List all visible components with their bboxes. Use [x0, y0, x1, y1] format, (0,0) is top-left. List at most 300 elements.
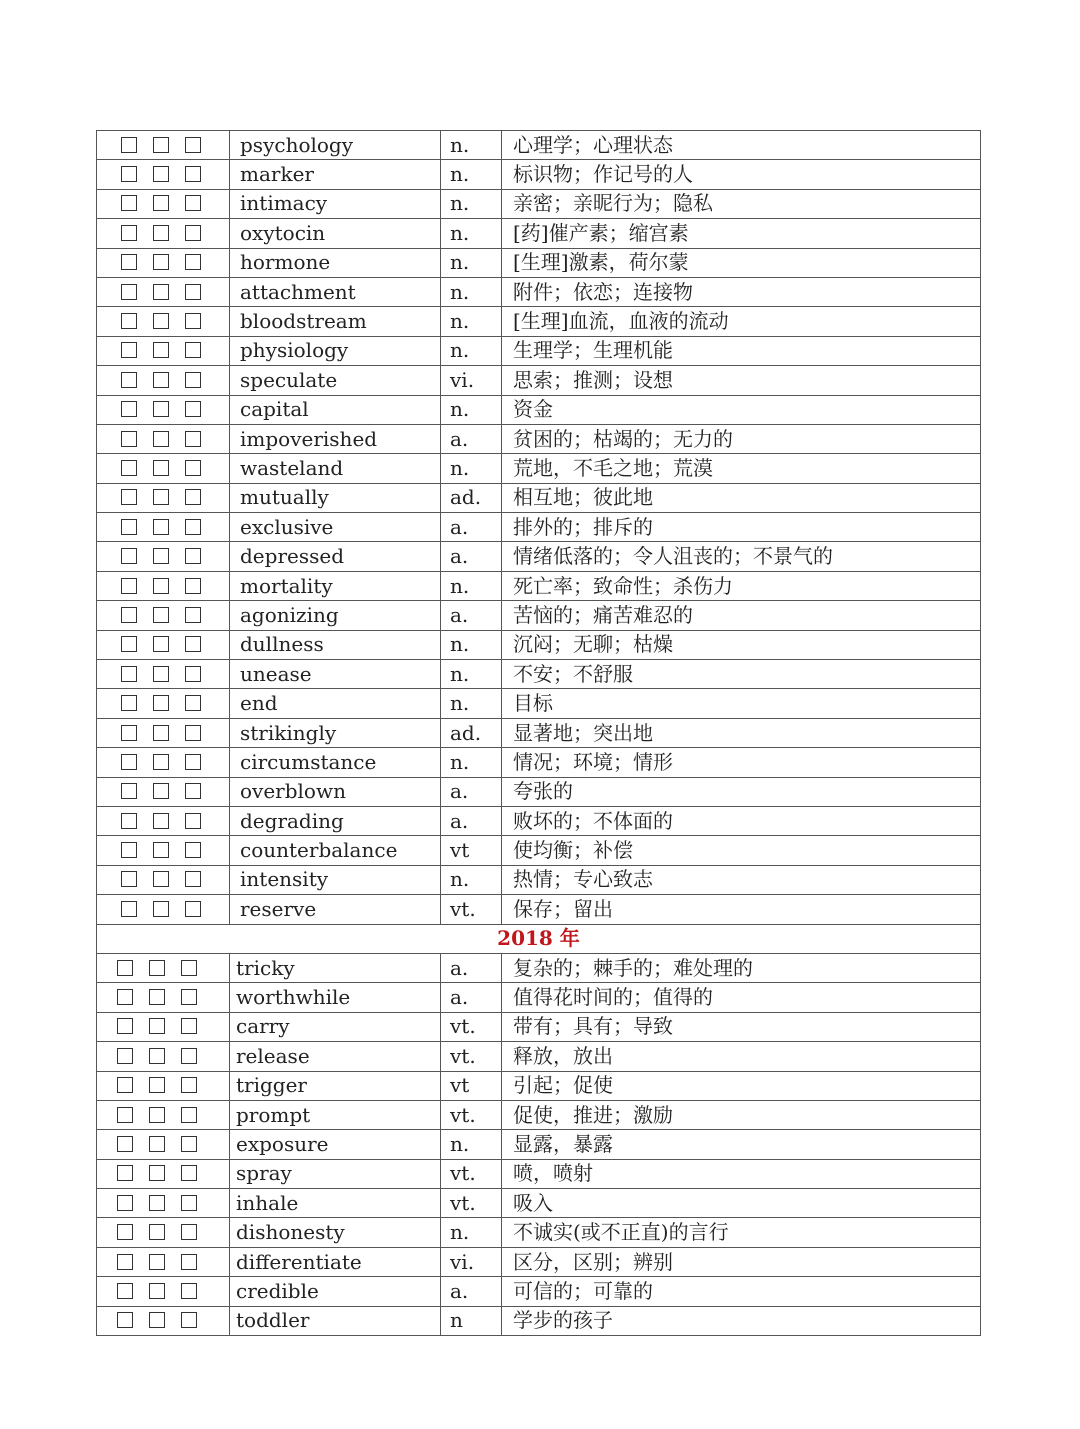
- review-checkboxes: [97, 865, 230, 894]
- meaning-cell: 附件；依恋；连接物: [502, 277, 981, 306]
- word-cell: intimacy: [230, 189, 441, 218]
- meaning-cell: 释放，放出: [502, 1042, 981, 1071]
- table-row: [97, 366, 981, 395]
- part-of-speech-cell: a.: [441, 513, 502, 542]
- review-checkbox[interactable]: [117, 1048, 133, 1064]
- meaning-cell: 思索；推测；设想: [502, 366, 981, 395]
- meaning-cell: 苦恼的；痛苦难忍的: [502, 601, 981, 630]
- meaning-cell: 学步的孩子: [502, 1306, 981, 1335]
- review-checkbox[interactable]: [153, 548, 169, 564]
- review-checkbox[interactable]: [185, 636, 201, 652]
- table-row: [97, 483, 981, 512]
- review-checkbox[interactable]: [149, 960, 165, 976]
- review-checkbox[interactable]: [181, 1254, 197, 1270]
- review-checkbox[interactable]: [149, 1254, 165, 1270]
- word-cell: inhale: [230, 1189, 441, 1218]
- meaning-cell: 资金: [502, 395, 981, 424]
- meaning-cell: 目标: [502, 689, 981, 718]
- meaning-cell: 使均衡；补偿: [502, 836, 981, 865]
- review-checkbox[interactable]: [121, 901, 137, 917]
- part-of-speech-cell: n.: [441, 748, 502, 777]
- review-checkbox[interactable]: [121, 137, 137, 153]
- meaning-cell: 值得花时间的；值得的: [502, 983, 981, 1012]
- table-row: [97, 718, 981, 747]
- word-cell: marker: [230, 160, 441, 189]
- meaning-cell: 死亡率；致命性；杀伤力: [502, 571, 981, 600]
- review-checkbox[interactable]: [185, 813, 201, 829]
- review-checkbox[interactable]: [121, 431, 137, 447]
- table-row: [97, 542, 981, 571]
- review-checkbox[interactable]: [153, 901, 169, 917]
- review-checkbox[interactable]: [121, 519, 137, 535]
- word-cell: unease: [230, 660, 441, 689]
- review-checkbox[interactable]: [153, 195, 169, 211]
- word-cell: exclusive: [230, 513, 441, 542]
- review-checkbox[interactable]: [121, 725, 137, 741]
- table-row: [97, 689, 981, 718]
- review-checkbox[interactable]: [185, 372, 201, 388]
- review-checkbox[interactable]: [185, 783, 201, 799]
- review-checkbox[interactable]: [121, 401, 137, 417]
- review-checkbox[interactable]: [121, 842, 137, 858]
- part-of-speech-cell: n.: [441, 219, 502, 248]
- review-checkboxes: [97, 454, 230, 483]
- review-checkbox[interactable]: [121, 489, 137, 505]
- part-of-speech-cell: n.: [441, 660, 502, 689]
- table-row: [97, 1218, 981, 1247]
- word-cell: depressed: [230, 542, 441, 571]
- word-cell: attachment: [230, 277, 441, 306]
- review-checkbox[interactable]: [181, 1195, 197, 1211]
- word-cell: capital: [230, 395, 441, 424]
- review-checkbox[interactable]: [153, 636, 169, 652]
- review-checkbox[interactable]: [153, 871, 169, 887]
- review-checkbox[interactable]: [149, 1224, 165, 1240]
- review-checkbox[interactable]: [181, 989, 197, 1005]
- word-cell: end: [230, 689, 441, 718]
- review-checkboxes: [97, 1012, 230, 1041]
- word-cell: carry: [230, 1012, 441, 1041]
- review-checkbox[interactable]: [185, 460, 201, 476]
- review-checkbox[interactable]: [185, 166, 201, 182]
- table-row: [97, 865, 981, 894]
- review-checkbox[interactable]: [121, 284, 137, 300]
- review-checkboxes: [97, 718, 230, 747]
- table-row: [97, 307, 981, 336]
- review-checkbox[interactable]: [153, 607, 169, 623]
- review-checkbox[interactable]: [121, 578, 137, 594]
- review-checkbox[interactable]: [181, 1312, 197, 1328]
- review-checkbox[interactable]: [121, 342, 137, 358]
- review-checkbox[interactable]: [181, 1048, 197, 1064]
- table-row: [97, 1189, 981, 1218]
- review-checkboxes: [97, 1218, 230, 1247]
- table-row: [97, 160, 981, 189]
- meaning-cell: [药]催产素；缩宫素: [502, 219, 981, 248]
- review-checkbox[interactable]: [185, 254, 201, 270]
- part-of-speech-cell: n.: [441, 248, 502, 277]
- table-row: [97, 1100, 981, 1129]
- review-checkbox[interactable]: [121, 460, 137, 476]
- meaning-cell: 不诚实(或不正直)的言行: [502, 1218, 981, 1247]
- word-cell: dishonesty: [230, 1218, 441, 1247]
- table-row: [97, 1247, 981, 1276]
- part-of-speech-cell: vt.: [441, 1012, 502, 1041]
- review-checkbox[interactable]: [149, 989, 165, 1005]
- review-checkboxes: [97, 1130, 230, 1159]
- word-cell: differentiate: [230, 1247, 441, 1276]
- meaning-cell: 生理学；生理机能: [502, 336, 981, 365]
- table-row: [97, 248, 981, 277]
- meaning-cell: 亲密；亲昵行为；隐私: [502, 189, 981, 218]
- part-of-speech-cell: vt.: [441, 1159, 502, 1188]
- review-checkbox[interactable]: [153, 225, 169, 241]
- review-checkbox[interactable]: [185, 401, 201, 417]
- review-checkbox[interactable]: [153, 284, 169, 300]
- table-row: [97, 953, 981, 982]
- word-cell: agonizing: [230, 601, 441, 630]
- review-checkboxes: [97, 1042, 230, 1071]
- review-checkboxes: [97, 160, 230, 189]
- year-heading: 2018 年: [97, 924, 981, 953]
- part-of-speech-cell: n.: [441, 454, 502, 483]
- review-checkboxes: [97, 424, 230, 453]
- table-row: [97, 748, 981, 777]
- review-checkbox[interactable]: [121, 695, 137, 711]
- part-of-speech-cell: a.: [441, 601, 502, 630]
- meaning-cell: 标识物；作记号的人: [502, 160, 981, 189]
- review-checkboxes: [97, 1159, 230, 1188]
- review-checkbox[interactable]: [153, 431, 169, 447]
- review-checkboxes: [97, 395, 230, 424]
- table-row: [97, 277, 981, 306]
- table-row: [97, 1042, 981, 1071]
- review-checkboxes: [97, 1100, 230, 1129]
- review-checkbox[interactable]: [121, 783, 137, 799]
- word-cell: dullness: [230, 630, 441, 659]
- review-checkbox[interactable]: [185, 695, 201, 711]
- review-checkbox[interactable]: [153, 695, 169, 711]
- word-cell: circumstance: [230, 748, 441, 777]
- review-checkbox[interactable]: [121, 313, 137, 329]
- review-checkbox[interactable]: [181, 1283, 197, 1299]
- review-checkbox[interactable]: [185, 666, 201, 682]
- review-checkboxes: [97, 777, 230, 806]
- word-cell: spray: [230, 1159, 441, 1188]
- review-checkbox[interactable]: [185, 548, 201, 564]
- review-checkbox[interactable]: [153, 519, 169, 535]
- review-checkbox[interactable]: [153, 842, 169, 858]
- review-checkbox[interactable]: [121, 548, 137, 564]
- part-of-speech-cell: n.: [441, 307, 502, 336]
- review-checkbox[interactable]: [181, 960, 197, 976]
- table-row: [97, 660, 981, 689]
- meaning-cell: 情况；环境；情形: [502, 748, 981, 777]
- part-of-speech-cell: a.: [441, 983, 502, 1012]
- table-row: [97, 1012, 981, 1041]
- review-checkbox[interactable]: [117, 1107, 133, 1123]
- review-checkbox[interactable]: [121, 166, 137, 182]
- meaning-cell: 情绪低落的；令人沮丧的；不景气的: [502, 542, 981, 571]
- review-checkbox[interactable]: [117, 1018, 133, 1034]
- part-of-speech-cell: n.: [441, 277, 502, 306]
- review-checkbox[interactable]: [185, 578, 201, 594]
- review-checkboxes: [97, 248, 230, 277]
- review-checkbox[interactable]: [185, 519, 201, 535]
- part-of-speech-cell: a.: [441, 777, 502, 806]
- table-row: [97, 395, 981, 424]
- meaning-cell: 喷，喷射: [502, 1159, 981, 1188]
- part-of-speech-cell: n.: [441, 131, 502, 160]
- review-checkboxes: [97, 953, 230, 982]
- review-checkbox[interactable]: [153, 313, 169, 329]
- review-checkbox[interactable]: [121, 636, 137, 652]
- table-row: [97, 336, 981, 365]
- review-checkbox[interactable]: [153, 489, 169, 505]
- part-of-speech-cell: n.: [441, 571, 502, 600]
- review-checkbox[interactable]: [149, 1107, 165, 1123]
- review-checkboxes: [97, 542, 230, 571]
- table-row: [97, 1306, 981, 1335]
- review-checkbox[interactable]: [181, 1107, 197, 1123]
- part-of-speech-cell: vt: [441, 836, 502, 865]
- review-checkbox[interactable]: [181, 1136, 197, 1152]
- review-checkbox[interactable]: [185, 137, 201, 153]
- review-checkbox[interactable]: [117, 1136, 133, 1152]
- meaning-cell: 热情；专心致志: [502, 865, 981, 894]
- review-checkbox[interactable]: [185, 489, 201, 505]
- review-checkboxes: [97, 806, 230, 835]
- review-checkboxes: [97, 983, 230, 1012]
- meaning-cell: 荒地，不毛之地；荒漠: [502, 454, 981, 483]
- review-checkbox[interactable]: [185, 342, 201, 358]
- meaning-cell: [生理]激素，荷尔蒙: [502, 248, 981, 277]
- review-checkboxes: [97, 1189, 230, 1218]
- word-cell: tricky: [230, 953, 441, 982]
- review-checkboxes: [97, 189, 230, 218]
- review-checkbox[interactable]: [117, 1254, 133, 1270]
- review-checkboxes: [97, 219, 230, 248]
- review-checkbox[interactable]: [153, 725, 169, 741]
- meaning-cell: 心理学；心理状态: [502, 131, 981, 160]
- meaning-cell: 沉闷；无聊；枯燥: [502, 630, 981, 659]
- part-of-speech-cell: a.: [441, 806, 502, 835]
- part-of-speech-cell: n.: [441, 689, 502, 718]
- review-checkbox[interactable]: [153, 372, 169, 388]
- review-checkboxes: [97, 689, 230, 718]
- review-checkboxes: [97, 630, 230, 659]
- meaning-cell: 贫困的；枯竭的；无力的: [502, 424, 981, 453]
- review-checkbox[interactable]: [153, 578, 169, 594]
- review-checkbox[interactable]: [149, 1312, 165, 1328]
- word-cell: release: [230, 1042, 441, 1071]
- word-cell: impoverished: [230, 424, 441, 453]
- year-header-row: [97, 924, 981, 953]
- word-cell: strikingly: [230, 718, 441, 747]
- review-checkbox[interactable]: [181, 1224, 197, 1240]
- review-checkbox[interactable]: [121, 195, 137, 211]
- part-of-speech-cell: vt.: [441, 1042, 502, 1071]
- table-row: [97, 1130, 981, 1159]
- table-row: [97, 806, 981, 835]
- review-checkbox[interactable]: [153, 460, 169, 476]
- meaning-cell: 引起；促使: [502, 1071, 981, 1100]
- word-cell: counterbalance: [230, 836, 441, 865]
- part-of-speech-cell: ad.: [441, 718, 502, 747]
- review-checkbox[interactable]: [121, 871, 137, 887]
- review-checkbox[interactable]: [185, 871, 201, 887]
- part-of-speech-cell: n.: [441, 395, 502, 424]
- word-cell: bloodstream: [230, 307, 441, 336]
- word-cell: worthwhile: [230, 983, 441, 1012]
- table-row: [97, 571, 981, 600]
- review-checkbox[interactable]: [149, 1165, 165, 1181]
- part-of-speech-cell: a.: [441, 424, 502, 453]
- review-checkbox[interactable]: [181, 1165, 197, 1181]
- meaning-cell: 排外的；排斥的: [502, 513, 981, 542]
- table-row: [97, 1071, 981, 1100]
- review-checkbox[interactable]: [117, 1224, 133, 1240]
- review-checkboxes: [97, 513, 230, 542]
- word-cell: hormone: [230, 248, 441, 277]
- review-checkbox[interactable]: [185, 725, 201, 741]
- review-checkbox[interactable]: [121, 666, 137, 682]
- review-checkbox[interactable]: [185, 431, 201, 447]
- meaning-cell: 可信的；可靠的: [502, 1277, 981, 1306]
- word-cell: oxytocin: [230, 219, 441, 248]
- table-row: [97, 601, 981, 630]
- review-checkboxes: [97, 571, 230, 600]
- review-checkbox[interactable]: [121, 754, 137, 770]
- review-checkboxes: [97, 277, 230, 306]
- word-cell: toddler: [230, 1306, 441, 1335]
- meaning-cell: 带有；具有；导致: [502, 1012, 981, 1041]
- review-checkbox[interactable]: [153, 754, 169, 770]
- review-checkbox[interactable]: [149, 1077, 165, 1093]
- vocabulary-table-body: [97, 131, 981, 1336]
- word-cell: wasteland: [230, 454, 441, 483]
- review-checkboxes: [97, 131, 230, 160]
- review-checkbox[interactable]: [153, 254, 169, 270]
- review-checkboxes: [97, 601, 230, 630]
- review-checkbox[interactable]: [121, 607, 137, 623]
- review-checkbox[interactable]: [117, 1195, 133, 1211]
- meaning-cell: 显露，暴露: [502, 1130, 981, 1159]
- meaning-cell: 促使，推进；激励: [502, 1100, 981, 1129]
- part-of-speech-cell: n.: [441, 1218, 502, 1247]
- review-checkbox[interactable]: [153, 666, 169, 682]
- review-checkbox[interactable]: [185, 195, 201, 211]
- review-checkbox[interactable]: [149, 1048, 165, 1064]
- review-checkbox[interactable]: [149, 1283, 165, 1299]
- part-of-speech-cell: vi.: [441, 1247, 502, 1276]
- word-cell: reserve: [230, 895, 441, 924]
- review-checkbox[interactable]: [185, 225, 201, 241]
- table-row: [97, 189, 981, 218]
- review-checkboxes: [97, 336, 230, 365]
- review-checkbox[interactable]: [117, 1077, 133, 1093]
- review-checkbox[interactable]: [153, 783, 169, 799]
- meaning-cell: 夸张的: [502, 777, 981, 806]
- review-checkbox[interactable]: [185, 754, 201, 770]
- review-checkbox[interactable]: [117, 1283, 133, 1299]
- review-checkbox[interactable]: [185, 284, 201, 300]
- part-of-speech-cell: vt.: [441, 1100, 502, 1129]
- table-row: [97, 983, 981, 1012]
- part-of-speech-cell: vt: [441, 1071, 502, 1100]
- part-of-speech-cell: n.: [441, 865, 502, 894]
- review-checkbox[interactable]: [149, 1195, 165, 1211]
- meaning-cell: 复杂的；棘手的；难处理的: [502, 953, 981, 982]
- review-checkbox[interactable]: [117, 960, 133, 976]
- meaning-cell: 不安；不舒服: [502, 660, 981, 689]
- review-checkbox[interactable]: [185, 607, 201, 623]
- review-checkbox[interactable]: [117, 989, 133, 1005]
- review-checkboxes: [97, 483, 230, 512]
- review-checkbox[interactable]: [121, 372, 137, 388]
- table-row: [97, 777, 981, 806]
- review-checkbox[interactable]: [149, 1018, 165, 1034]
- part-of-speech-cell: n.: [441, 336, 502, 365]
- review-checkbox[interactable]: [149, 1136, 165, 1152]
- review-checkbox[interactable]: [117, 1312, 133, 1328]
- part-of-speech-cell: n.: [441, 1130, 502, 1159]
- table-row: [97, 219, 981, 248]
- part-of-speech-cell: vi.: [441, 366, 502, 395]
- part-of-speech-cell: n.: [441, 160, 502, 189]
- review-checkbox[interactable]: [185, 313, 201, 329]
- review-checkbox[interactable]: [153, 342, 169, 358]
- review-checkbox[interactable]: [121, 813, 137, 829]
- review-checkbox[interactable]: [185, 842, 201, 858]
- meaning-cell: 保存；留出: [502, 895, 981, 924]
- review-checkbox[interactable]: [153, 166, 169, 182]
- review-checkbox[interactable]: [153, 401, 169, 417]
- word-cell: degrading: [230, 806, 441, 835]
- review-checkbox[interactable]: [185, 901, 201, 917]
- review-checkbox[interactable]: [121, 225, 137, 241]
- review-checkboxes: [97, 366, 230, 395]
- part-of-speech-cell: a.: [441, 953, 502, 982]
- table-row: [97, 1277, 981, 1306]
- review-checkboxes: [97, 1277, 230, 1306]
- review-checkbox[interactable]: [181, 1018, 197, 1034]
- meaning-cell: 吸入: [502, 1189, 981, 1218]
- review-checkboxes: [97, 307, 230, 336]
- review-checkboxes: [97, 1306, 230, 1335]
- review-checkboxes: [97, 1247, 230, 1276]
- word-cell: speculate: [230, 366, 441, 395]
- review-checkbox[interactable]: [117, 1165, 133, 1181]
- review-checkbox[interactable]: [181, 1077, 197, 1093]
- table-row: [97, 131, 981, 160]
- meaning-cell: 显著地；突出地: [502, 718, 981, 747]
- word-cell: intensity: [230, 865, 441, 894]
- part-of-speech-cell: n: [441, 1306, 502, 1335]
- table-row: [97, 895, 981, 924]
- part-of-speech-cell: a.: [441, 1277, 502, 1306]
- table-row: [97, 454, 981, 483]
- table-row: [97, 1159, 981, 1188]
- part-of-speech-cell: a.: [441, 542, 502, 571]
- meaning-cell: [生理]血流，血液的流动: [502, 307, 981, 336]
- review-checkbox[interactable]: [153, 137, 169, 153]
- review-checkbox[interactable]: [121, 254, 137, 270]
- review-checkbox[interactable]: [153, 813, 169, 829]
- word-cell: physiology: [230, 336, 441, 365]
- meaning-cell: 败坏的；不体面的: [502, 806, 981, 835]
- meaning-cell: 相互地；彼此地: [502, 483, 981, 512]
